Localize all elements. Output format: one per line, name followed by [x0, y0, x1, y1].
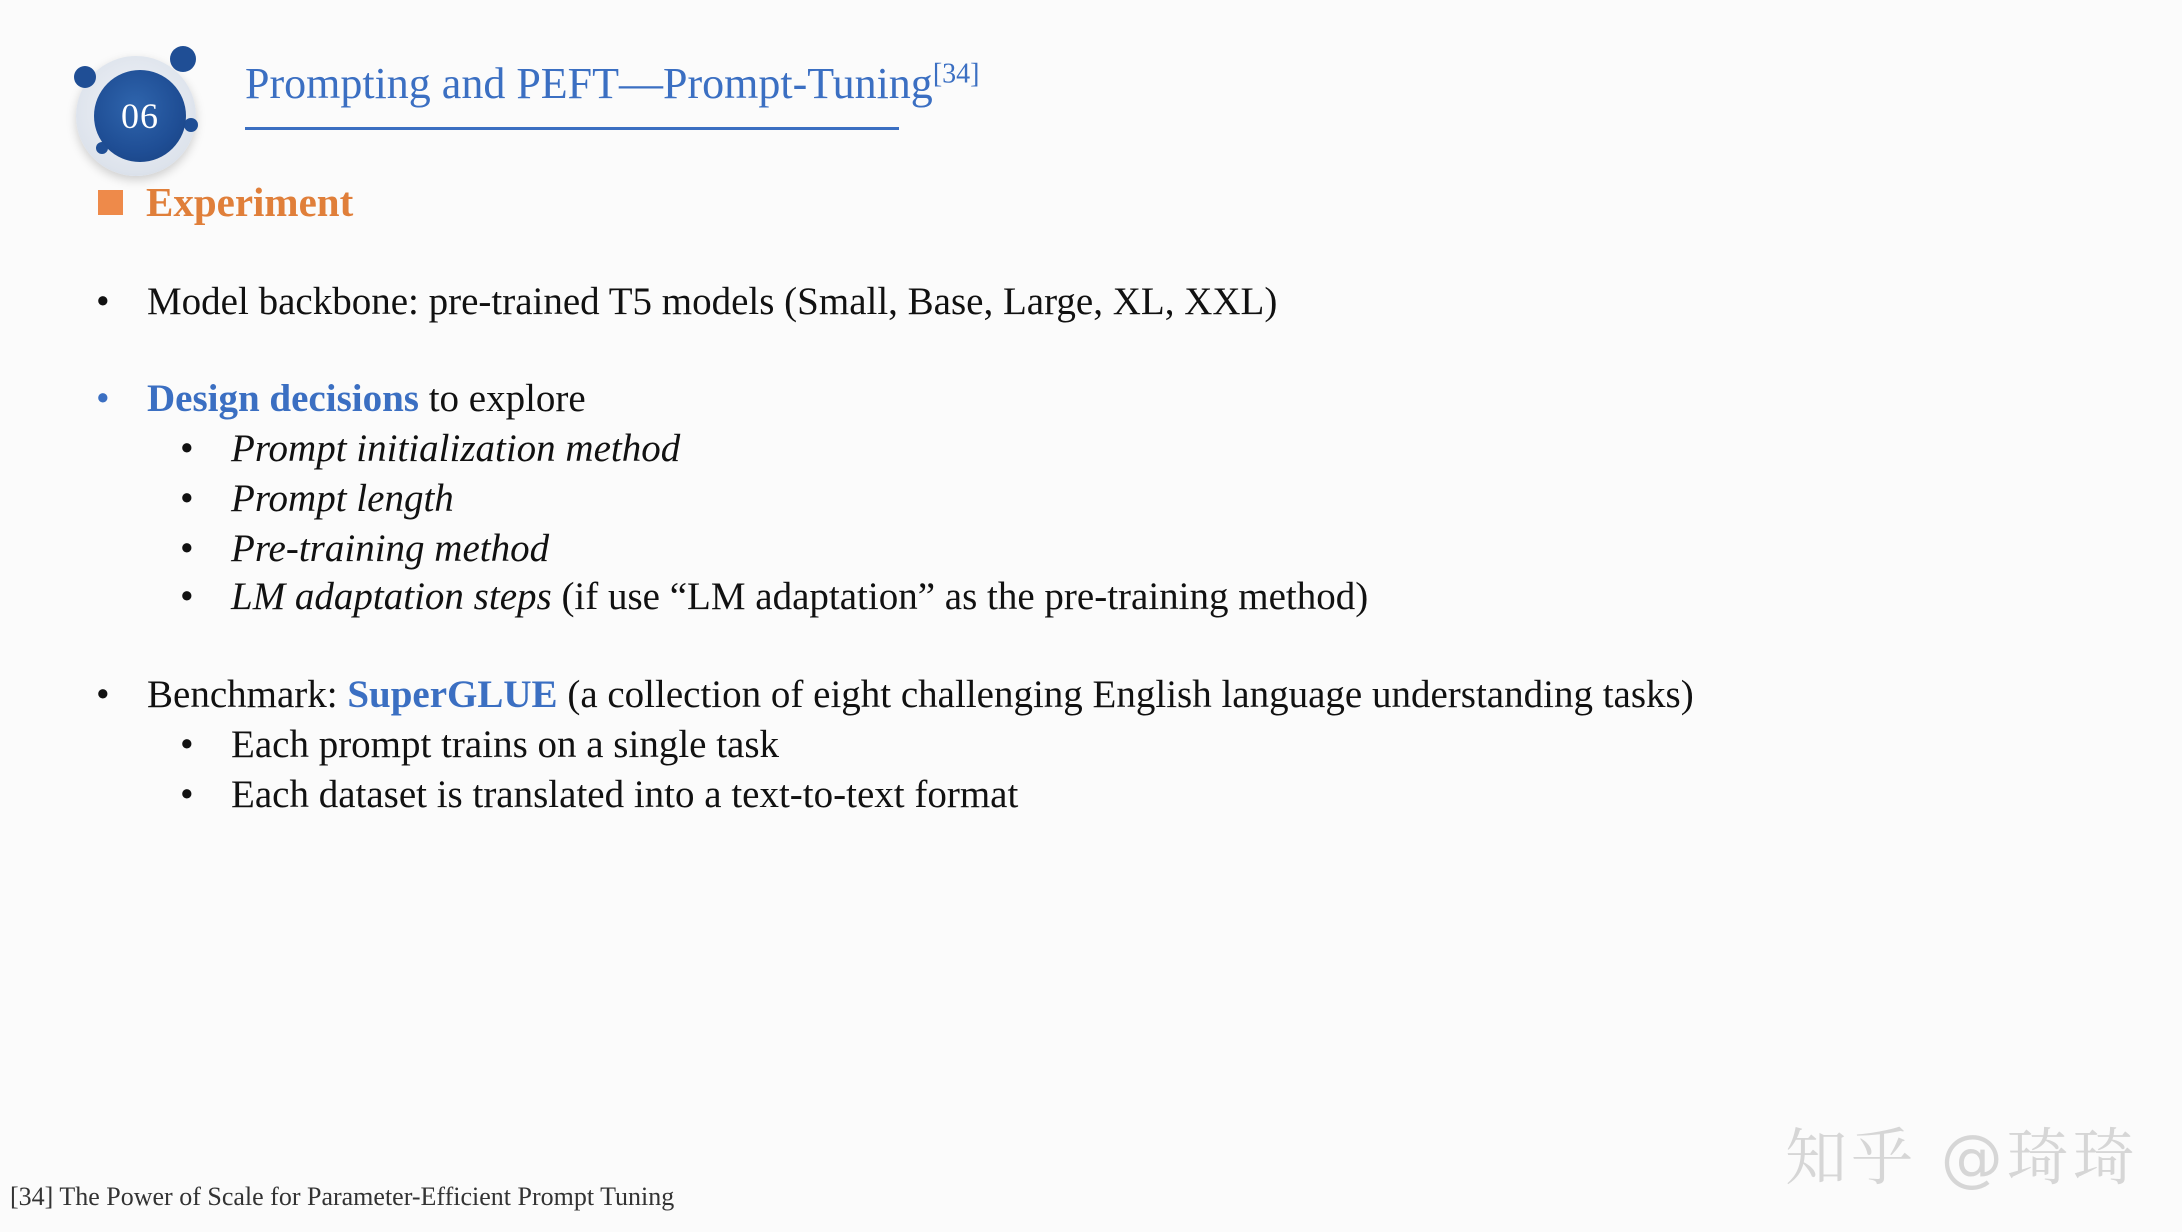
footnote: [34] The Power of Scale for Parameter-Efficient Prompt Tuning — [10, 1182, 675, 1211]
bullet-dot-icon: • — [180, 723, 194, 766]
benchmark-rest: (a collection of eight challenging English language understanding tasks) — [557, 673, 1694, 716]
section-heading — [98, 178, 353, 226]
slide-title-text: Prompting and PEFT—Prompt-Tuning — [245, 59, 933, 108]
italic-text: Pre-training method — [231, 527, 550, 570]
watermark: 知乎 @琦琦 — [1785, 1121, 2139, 1194]
section-number-badge — [66, 40, 216, 170]
badge-number: 06 — [94, 70, 186, 162]
bullet-dot-icon: • — [96, 280, 110, 323]
lm-steps-rest: (if use “LM adaptation” as the pre-training method) — [551, 575, 1369, 618]
bullet-text — [147, 379, 586, 418]
superglue-highlight: SuperGLUE — [347, 673, 558, 716]
badge-dot — [170, 46, 196, 72]
bullet-dot-icon: • — [180, 575, 194, 618]
bullet-text — [231, 429, 680, 468]
design-decisions-rest: to explore — [418, 377, 586, 420]
bullet-text: Each dataset is translated into a text-to-text format — [231, 773, 1019, 816]
italic-text: Prompt initialization method — [231, 427, 681, 470]
title-reference: [34] — [932, 58, 980, 90]
italic-text: LM adaptation steps — [231, 575, 552, 618]
bullet-text: Each prompt trains on a single task — [231, 723, 780, 766]
title-underline — [245, 127, 899, 130]
design-decisions-highlight: Design decisions — [147, 377, 419, 420]
benchmark-prefix: Benchmark: — [147, 673, 348, 716]
bullet-dot-icon: • — [96, 377, 110, 420]
section-label: Experiment — [146, 179, 354, 225]
slide-title — [245, 58, 979, 109]
bullet-text — [147, 675, 1694, 714]
bullet-dot-icon: • — [180, 527, 194, 570]
italic-text: Prompt length — [231, 477, 454, 520]
bullet-text — [231, 479, 454, 518]
bullet-text — [231, 529, 549, 568]
bullet-text — [231, 577, 1368, 616]
badge-dot — [74, 66, 96, 88]
badge-dot — [184, 118, 198, 132]
bullet-dot-icon: • — [180, 477, 194, 520]
bullet-dot-icon: • — [180, 773, 194, 816]
bullet-dot-icon: • — [180, 427, 194, 470]
bullet-dot-icon: • — [96, 673, 110, 716]
bullet-text: Model backbone: pre-trained T5 models (Small, Base, Large, XL, XXL) — [147, 280, 1278, 323]
orange-square-icon — [98, 190, 123, 215]
